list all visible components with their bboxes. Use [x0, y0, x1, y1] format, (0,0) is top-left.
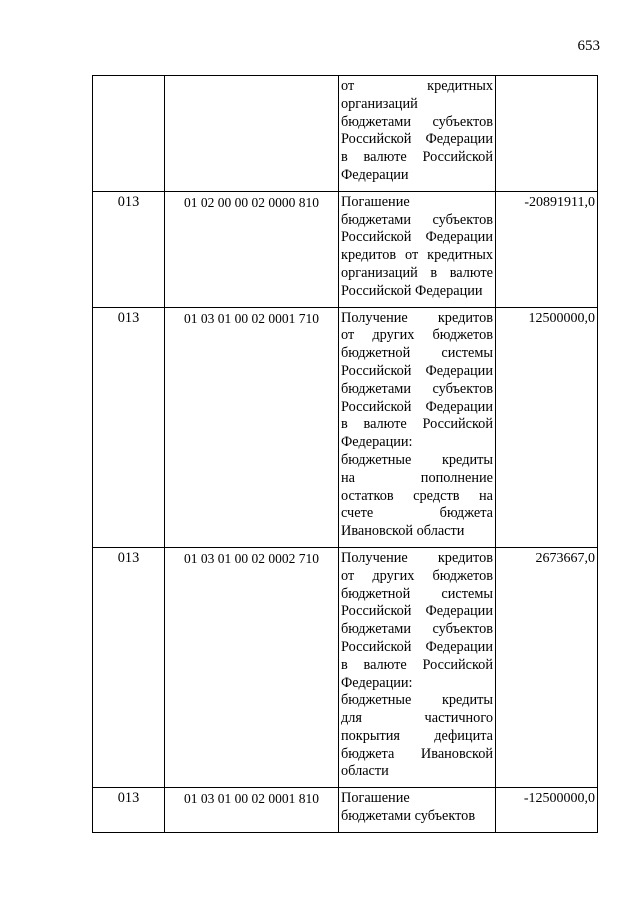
- table-row: [93, 191, 598, 307]
- table-body: [93, 76, 598, 833]
- source-name-line: от других бюджетов: [341, 567, 493, 584]
- amount-cell: -12500000,0: [496, 788, 598, 833]
- source-name-line: Федерации: [341, 166, 409, 183]
- source-name-line: Российской Федерации: [341, 282, 483, 299]
- budget-classification-code-cell: 01 02 00 00 02 0000 810: [165, 191, 339, 307]
- budget-sources-table: [92, 75, 598, 833]
- source-name-line: бюджетами субъектов: [341, 211, 493, 228]
- admin-code-cell: 013: [93, 547, 165, 787]
- source-name-line: организаций в валюте: [341, 264, 493, 281]
- admin-code-cell: [93, 76, 165, 192]
- source-name-line: в валюте Российской: [341, 656, 493, 673]
- budget-classification-code-cell: 01 03 01 00 02 0002 710: [165, 547, 339, 787]
- source-name-cell: [339, 191, 496, 307]
- admin-code-cell: 013: [93, 788, 165, 833]
- source-name-line: кредитов от кредитных: [341, 247, 493, 264]
- source-name-line: бюджетами субъектов: [341, 808, 476, 825]
- source-name-line: Российской Федерации: [341, 362, 493, 379]
- source-name-line: остатков средств на: [341, 487, 493, 504]
- source-name-line: от других бюджетов: [341, 327, 493, 344]
- source-name-cell: [339, 76, 496, 192]
- source-name-line: области: [341, 763, 389, 780]
- amount-cell: [496, 76, 598, 192]
- source-name-line: Погашение: [341, 790, 410, 807]
- admin-code-cell: 013: [93, 191, 165, 307]
- source-name-line: Российской Федерации: [341, 638, 493, 655]
- source-name-line: для частичного: [341, 710, 493, 727]
- source-name-cell: [339, 788, 496, 833]
- source-name-line: Получение кредитов: [341, 549, 493, 566]
- budget-classification-code-cell: 01 03 01 00 02 0001 710: [165, 307, 339, 547]
- table-row: [93, 788, 598, 833]
- source-name-line: организаций: [341, 95, 418, 112]
- source-name-line: бюджетные кредиты: [341, 692, 493, 709]
- source-name-line: Российской Федерации: [341, 398, 493, 415]
- source-name-line: бюджетной системы: [341, 345, 493, 362]
- amount-cell: 12500000,0: [496, 307, 598, 547]
- source-name-line: бюджетами субъектов: [341, 621, 493, 638]
- source-name-line: Российской Федерации: [341, 229, 493, 246]
- source-name-line: бюджетные кредиты: [341, 451, 493, 468]
- source-name-line: Федерации:: [341, 674, 413, 691]
- source-name-line: в валюте Российской: [341, 149, 493, 166]
- amount-cell: 2673667,0: [496, 547, 598, 787]
- budget-classification-code-cell: [165, 76, 339, 192]
- source-name-line: Российской Федерации: [341, 603, 493, 620]
- table-row: [93, 307, 598, 547]
- source-name-line: Федерации:: [341, 434, 413, 451]
- budget-classification-code-cell: 01 03 01 00 02 0001 810: [165, 788, 339, 833]
- amount-cell: -20891911,0: [496, 191, 598, 307]
- source-name-cell: [339, 547, 496, 787]
- admin-code-cell: 013: [93, 307, 165, 547]
- source-name-line: бюджета Ивановской: [341, 745, 493, 762]
- source-name-line: Ивановской области: [341, 523, 465, 540]
- table-row: [93, 547, 598, 787]
- source-name-line: покрытия дефицита: [341, 727, 493, 744]
- source-name-line: бюджетной системы: [341, 585, 493, 602]
- source-name-line: от кредитных: [341, 78, 493, 94]
- source-name-line: на пополнение: [341, 469, 493, 486]
- source-name-line: Российской Федерации: [341, 131, 493, 148]
- source-name-line: счете бюджета: [341, 505, 493, 522]
- table-row: [93, 76, 598, 192]
- source-name-line: Получение кредитов: [341, 309, 493, 326]
- page-number: 653: [577, 38, 600, 54]
- source-name-line: бюджетами субъектов: [341, 380, 493, 397]
- source-name-line: Погашение: [341, 193, 410, 210]
- source-name-cell: [339, 307, 496, 547]
- source-name-line: бюджетами субъектов: [341, 113, 493, 130]
- source-name-line: в валюте Российской: [341, 416, 493, 433]
